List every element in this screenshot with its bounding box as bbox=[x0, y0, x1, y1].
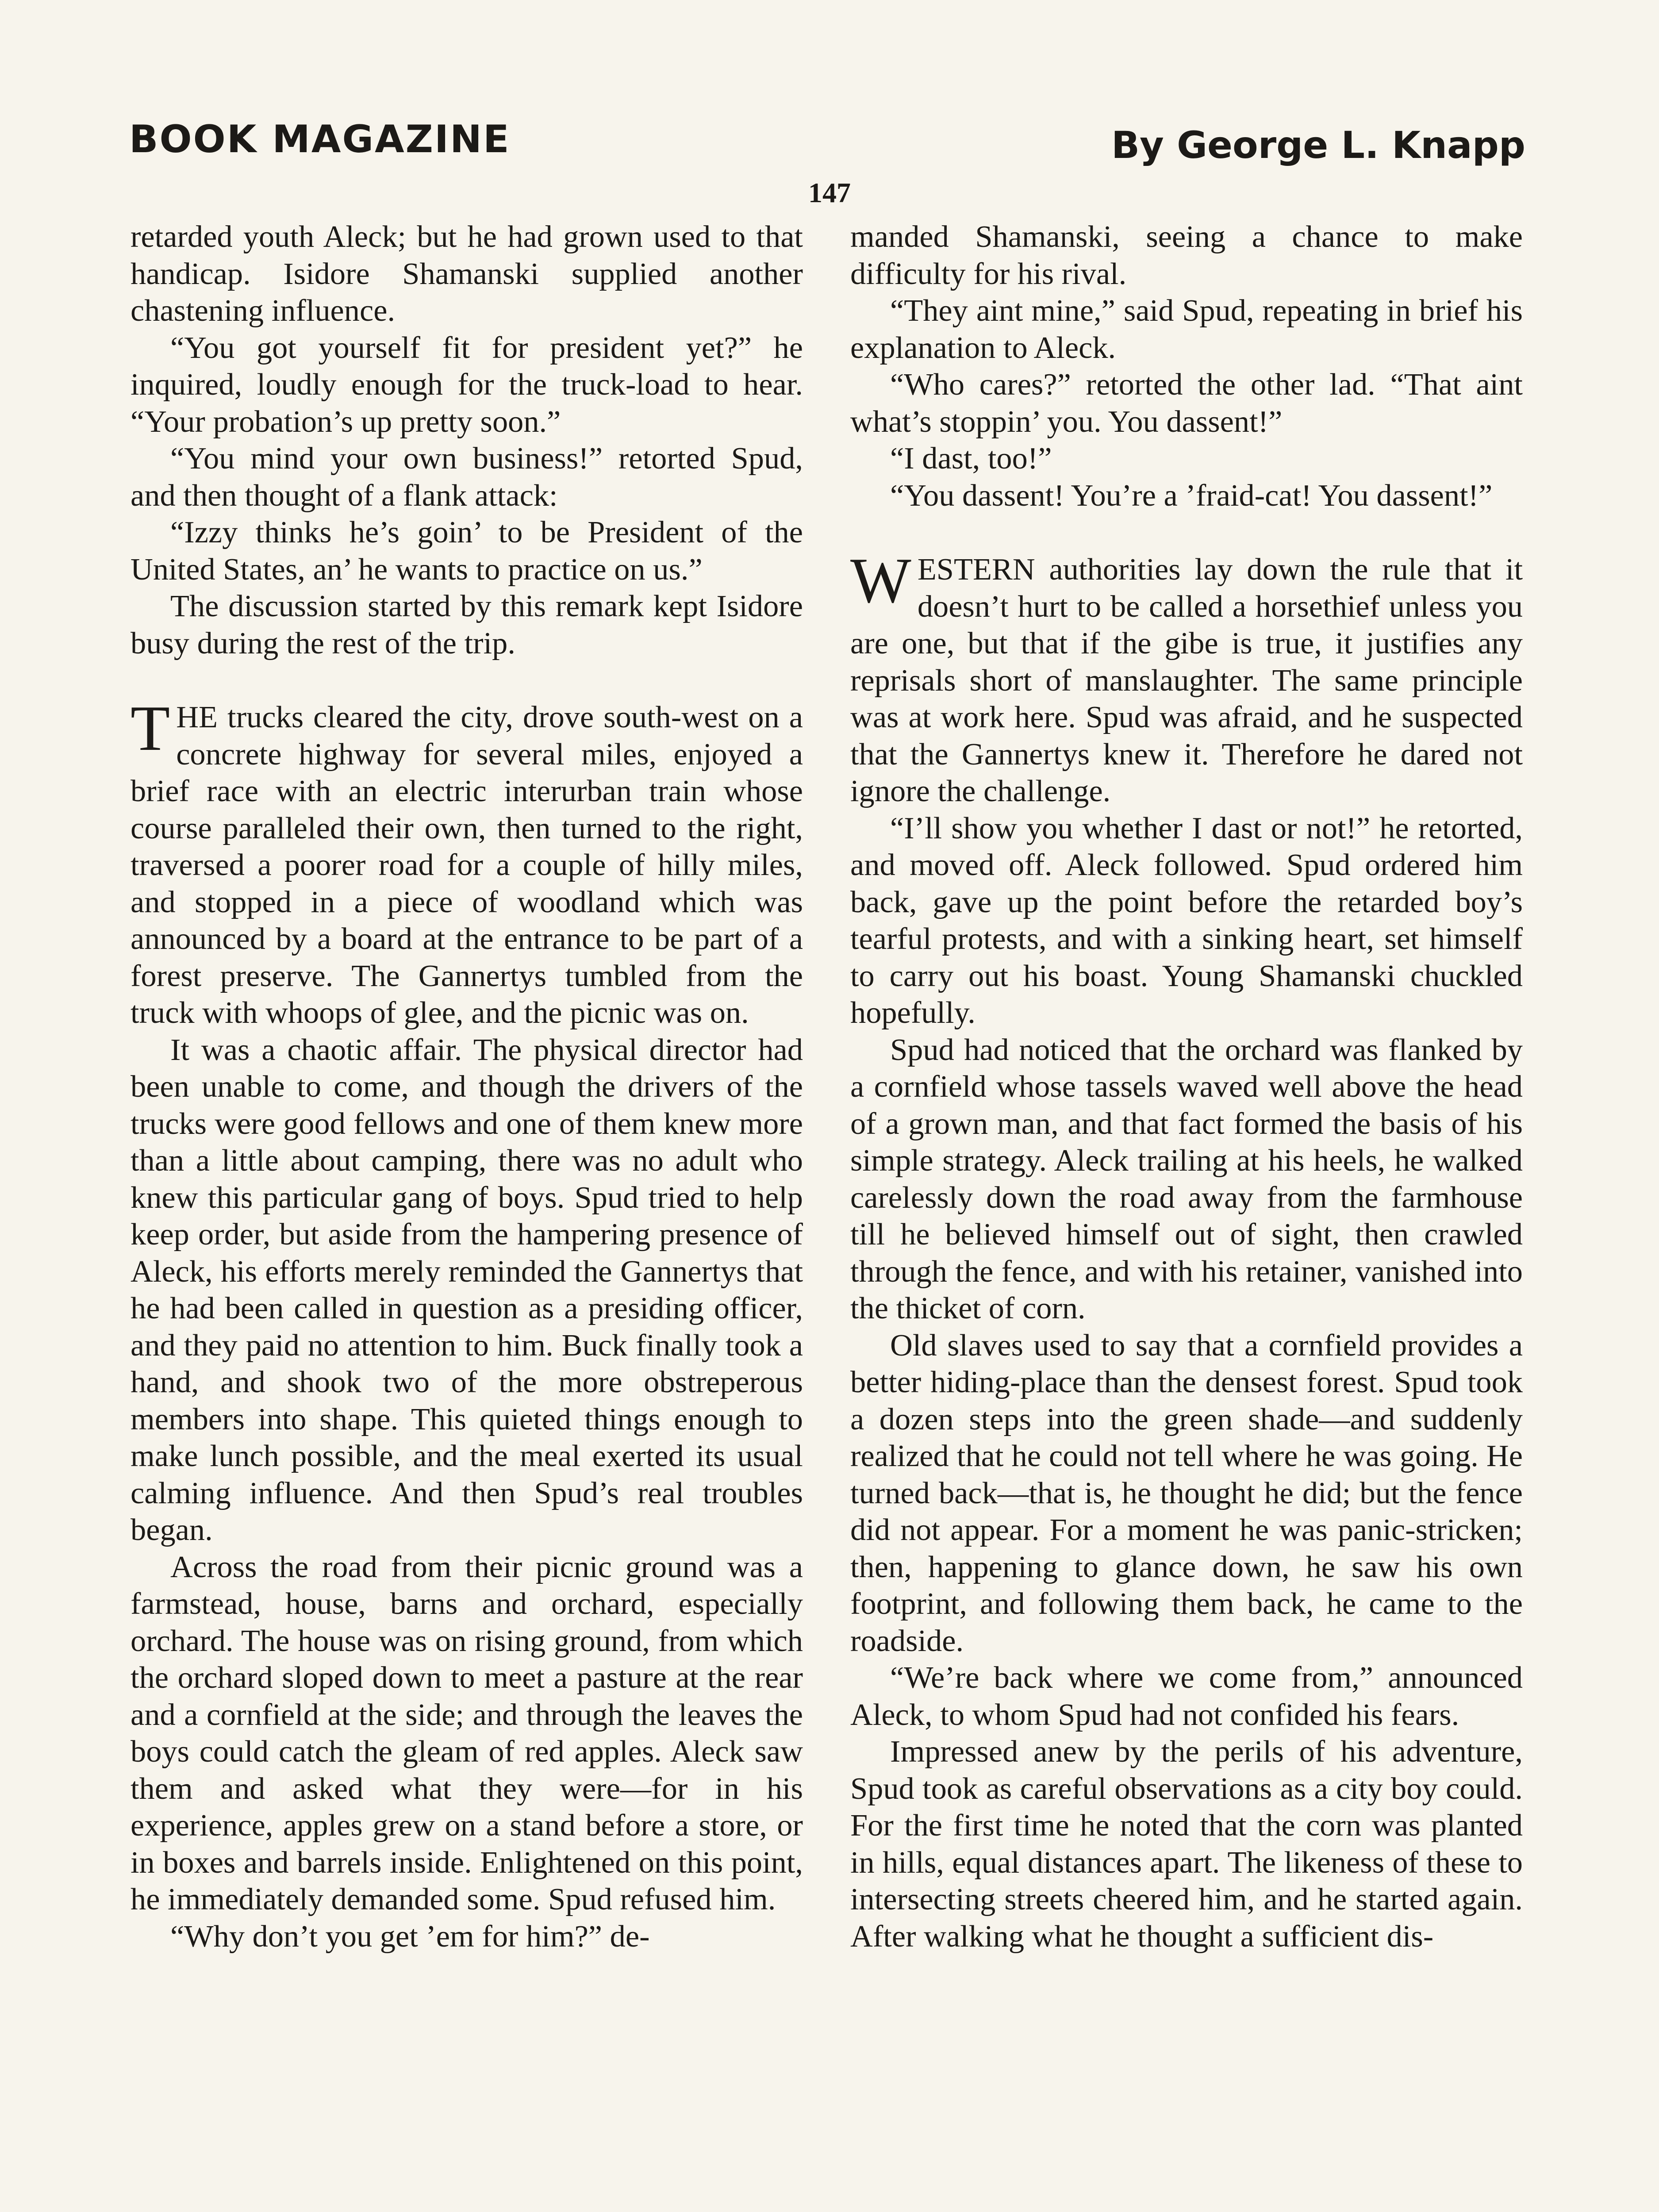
paragraph: “They aint mine,” said Spud, repeating in brief his explanation to Aleck. bbox=[850, 293, 1523, 365]
section-opening-paragraph bbox=[131, 692, 803, 1032]
paragraph: Across the road from their picnic ground was a farmstead, house, barns and orchard, especially orchard. The house was on rising ground, from which the orchard sloped down to meet a pasture at the rear and a cornfield at the side; and through the leaves the boys could catch the gleam of red apples. Aleck saw them and asked what they were—for in his experience, apples grew on a stand before a store, or in boxes and barrels inside. Enlightened on this point, he immediately demanded some. Spud refused him. bbox=[131, 1549, 803, 1916]
paragraph: Spud had noticed that the orchard was flanked by a cornfield whose tassels waved well above the head of a grown man, and that fact formed the basis of his simple strategy. Aleck trailing at his heels, he walked carelessly down the road away from the farmhouse till he believed himself out of sight, then crawled through the fence, and with his retainer, vanished into the thicket of corn. bbox=[850, 1032, 1523, 1325]
publication-title: BOOK MAGAZINE bbox=[129, 117, 511, 161]
paragraph: The discussion started by this remark kept Isidore busy during the rest of the trip. bbox=[131, 589, 803, 661]
paragraph: manded Shamanski, seeing a chance to make difficulty for his rival. bbox=[850, 219, 1523, 291]
paragraph: Old slaves used to say that a cornfield provides a better hiding-place than the densest forest. Spud took a dozen steps into the green shade—and suddenly realized that he could not tell where he was going. He turned back—that is, he thought he did; but the fence did not appear. For a moment he was panic-stricken; then, happening to glance down, he saw his own footprint, and following them back, he came to the roadside. bbox=[850, 1328, 1523, 1658]
drop-cap: T bbox=[131, 692, 170, 764]
paragraph: “You got yourself fit for president yet?” he inquired, loudly enough for the truck-load to hear. “Your probation’s up pretty soon.” bbox=[131, 330, 803, 439]
paragraph-text: ESTERN authorities lay down the rule that it doesn’t hurt to be called a horsethief unless you are one, but that if the gibe is true, it justifies any reprisals short of manslaughter. The same principle was at work here. Spud was afraid, and he suspected that the Gannertys knew it. Therefore he dared not ignore the challenge. bbox=[850, 552, 1523, 808]
right-text-column bbox=[850, 219, 1523, 1955]
section-opening-paragraph bbox=[850, 545, 1523, 810]
paragraph: “I dast, too!” bbox=[890, 441, 1052, 476]
paragraph: “I’ll show you whether I dast or not!” he retorted, and moved off. Aleck followed. Spud ordered him back, gave up the point before the retarded boy’s tearful protests, and with a sinking heart, set himself to carry out his boast. Young Shamanski chuckled hopefully. bbox=[850, 810, 1523, 1030]
drop-cap: W bbox=[850, 545, 911, 616]
paragraph: “Who cares?” retorted the other lad. “That aint what’s stoppin’ you. You dassent!” bbox=[850, 367, 1523, 439]
paragraph: “Why don’t you get ’em for him?” de- bbox=[170, 1919, 650, 1954]
author-byline: By George L. Knapp bbox=[1111, 123, 1525, 167]
paragraph: “Izzy thinks he’s goin’ to be President of the United States, an’ he wants to practice on us.” bbox=[131, 515, 803, 587]
left-text-column bbox=[131, 219, 803, 1955]
page-number: 147 bbox=[808, 177, 851, 208]
paragraph: Impressed anew by the perils of his adventure, Spud took as careful observations as a city boy could. For the first time he noted that the corn was planted in hills, equal distances apart. The likeness of these to intersecting streets cheered him, and he started again. After walking what he thought a sufficient dis- bbox=[850, 1734, 1523, 1954]
paragraph: “You mind your own business!” retorted Spud, and then thought of a flank attack: bbox=[131, 441, 803, 513]
paragraph-text: HE trucks cleared the city, drove south-west on a concrete highway for several miles, enjoyed a brief race with an electric interurban train whose course paralleled their own, then turned to the right, traversed a poorer road for a couple of hilly miles, and stopped in a piece of woodland which was announced by a board at the entrance to be part of a forest preserve. The Gannertys tumbled from the truck with whoops of glee, and the picnic was on. bbox=[131, 700, 803, 1030]
paragraph: It was a chaotic affair. The physical director had been unable to come, and though the drivers of the trucks were good fellows and one of them knew more than a little about camping, there was no adult who knew this particular gang of boys. Spud tried to help keep order, but aside from the hampering presence of Aleck, his efforts merely reminded the Gannertys that he had been called in question as a presiding officer, and they paid no attention to him. Buck finally took a hand, and shook two of the more obstreperous members into shape. This quieted things enough to make lunch possible, and the meal exerted its usual calming influence. And then Spud’s real troubles began. bbox=[131, 1032, 803, 1547]
paragraph: “We’re back where we come from,” announced Aleck, to whom Spud had not confided his fears. bbox=[850, 1660, 1523, 1732]
paragraph: retarded youth Aleck; but he had grown used to that handicap. Isidore Shamanski supplied another chastening influence. bbox=[131, 219, 803, 328]
paragraph: “You dassent! You’re a ’fraid-cat! You dassent!” bbox=[890, 478, 1493, 513]
